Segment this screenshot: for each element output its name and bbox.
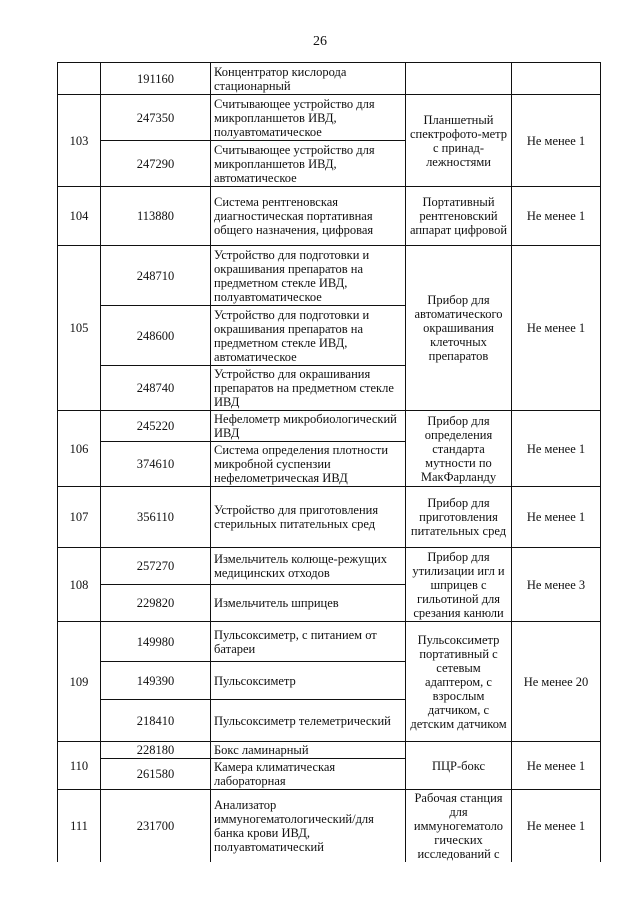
row-number: 103 bbox=[58, 95, 101, 187]
row-number: 110 bbox=[58, 742, 101, 790]
item-code: 248710 bbox=[101, 246, 211, 306]
item-name: Устройство для окрашивания препаратов на предметном стекле ИВД bbox=[211, 366, 406, 411]
equipment-name: Пульсоксиметр портативный с сетевым адаптером, с взрослым датчиком, с детским датчиком bbox=[406, 622, 512, 742]
item-name: Бокс ламинарный bbox=[211, 742, 406, 759]
table-row bbox=[58, 95, 601, 141]
equipment-name: Портативный рентгеновский аппарат цифровой bbox=[406, 187, 512, 246]
quantity bbox=[512, 63, 601, 95]
item-name: Измельчитель шприцев bbox=[211, 585, 406, 622]
table-row bbox=[58, 487, 601, 548]
table-row bbox=[58, 742, 601, 759]
item-code: 228180 bbox=[101, 742, 211, 759]
table-row bbox=[58, 622, 601, 662]
item-name: Камера климатическая лабораторная bbox=[211, 759, 406, 790]
equipment-name: ПЦР-бокс bbox=[406, 742, 512, 790]
item-code: 113880 bbox=[101, 187, 211, 246]
item-code: 261580 bbox=[101, 759, 211, 790]
item-code: 149390 bbox=[101, 662, 211, 700]
item-name: Анализатор иммуногематологический/для банка крови ИВД, полуавтоматический bbox=[211, 790, 406, 863]
table-row bbox=[58, 63, 601, 95]
quantity: Не менее 1 bbox=[512, 742, 601, 790]
equipment-name: Рабочая станция для иммуногематоло гических исследований с bbox=[406, 790, 512, 863]
equipment-name: Прибор для приготовления питательных сред bbox=[406, 487, 512, 548]
item-name: Измельчитель колюще-режущих медицинских отходов bbox=[211, 548, 406, 585]
page-number: 26 bbox=[313, 34, 327, 49]
equipment-name: Прибор для автоматического окрашивания клеточных препаратов bbox=[406, 246, 512, 411]
item-name: Система определения плотности микробной суспензии нефелометрическая ИВД bbox=[211, 442, 406, 487]
row-number: 108 bbox=[58, 548, 101, 622]
item-name: Устройство для приготовления стерильных питательных сред bbox=[211, 487, 406, 548]
item-name: Пульсоксиметр bbox=[211, 662, 406, 700]
item-code: 191160 bbox=[101, 63, 211, 95]
item-name: Система рентгеновская диагностическая портативная общего назначения, цифровая bbox=[211, 187, 406, 246]
equipment-name bbox=[406, 63, 512, 95]
equipment-name: Прибор для утилизации игл и шприцев с гильотиной для срезания канюли bbox=[406, 548, 512, 622]
item-code: 247350 bbox=[101, 95, 211, 141]
row-number: 107 bbox=[58, 487, 101, 548]
item-code: 229820 bbox=[101, 585, 211, 622]
item-code: 356110 bbox=[101, 487, 211, 548]
quantity: Не менее 1 bbox=[512, 487, 601, 548]
table-row bbox=[58, 187, 601, 246]
table-row bbox=[58, 411, 601, 442]
row-number bbox=[58, 63, 101, 95]
table-row bbox=[58, 790, 601, 863]
item-code: 248600 bbox=[101, 306, 211, 366]
item-name: Нефелометр микробиологический ИВД bbox=[211, 411, 406, 442]
item-name: Пульсоксиметр телеметрический bbox=[211, 700, 406, 742]
item-code: 245220 bbox=[101, 411, 211, 442]
item-name: Устройство для подготовки и окрашивания препаратов на предметном стекле ИВД, автоматическое bbox=[211, 306, 406, 366]
item-name: Пульсоксиметр, с питанием от батареи bbox=[211, 622, 406, 662]
item-code: 149980 bbox=[101, 622, 211, 662]
row-number: 106 bbox=[58, 411, 101, 487]
quantity: Не менее 20 bbox=[512, 622, 601, 742]
quantity: Не менее 1 bbox=[512, 411, 601, 487]
item-code: 231700 bbox=[101, 790, 211, 863]
item-name: Считывающее устройство для микропланшетов ИВД, автоматическое bbox=[211, 141, 406, 187]
item-code: 374610 bbox=[101, 442, 211, 487]
row-number: 104 bbox=[58, 187, 101, 246]
item-code: 248740 bbox=[101, 366, 211, 411]
equipment-table bbox=[57, 62, 601, 862]
quantity: Не менее 1 bbox=[512, 790, 601, 863]
item-code: 247290 bbox=[101, 141, 211, 187]
quantity: Не менее 1 bbox=[512, 95, 601, 187]
item-name: Считывающее устройство для микропланшетов ИВД, полуавтоматическое bbox=[211, 95, 406, 141]
item-code: 218410 bbox=[101, 700, 211, 742]
row-number: 105 bbox=[58, 246, 101, 411]
quantity: Не менее 3 bbox=[512, 548, 601, 622]
quantity: Не менее 1 bbox=[512, 246, 601, 411]
table-row bbox=[58, 246, 601, 306]
item-name: Устройство для подготовки и окрашивания препаратов на предметном стекле ИВД, полуавтоматическое bbox=[211, 246, 406, 306]
equipment-name: Прибор для определения стандарта мутности по МакФарланду bbox=[406, 411, 512, 487]
table-row bbox=[58, 548, 601, 585]
row-number: 109 bbox=[58, 622, 101, 742]
quantity: Не менее 1 bbox=[512, 187, 601, 246]
equipment-name: Планшетный спектрофото-метр с принад-лежностями bbox=[406, 95, 512, 187]
item-code: 257270 bbox=[101, 548, 211, 585]
item-name: Концентратор кислорода стационарный bbox=[211, 63, 406, 95]
row-number: 111 bbox=[58, 790, 101, 863]
